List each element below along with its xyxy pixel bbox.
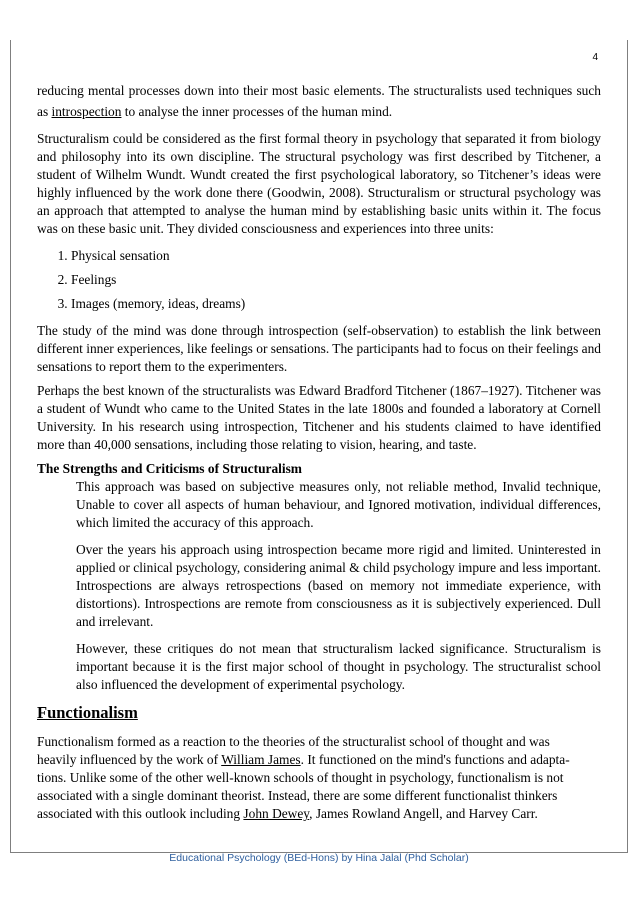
page-footer: Educational Psychology (BEd-Hons) by Hina Jalal (Phd Scholar) (169, 852, 469, 864)
introspection-link[interactable]: introspection (51, 104, 122, 119)
paragraph-introspection: The study of the mind was done through introspection (self-observation) to establish the link between different inner experiences, like feelings or sensations. The participants had to focus on their feelings and sensations to report them to the experimenters. (37, 323, 601, 374)
list-item: 1. Physical sensation (71, 244, 601, 268)
william-james-link[interactable]: William James (221, 752, 301, 767)
units-list (37, 244, 601, 316)
john-dewey-link[interactable]: John Dewey (243, 806, 310, 821)
paragraph-intro: reducing mental processes down into their most basic elements. The structuralists used techniques such as introspection to analyse the inner processes of the human mind. (37, 83, 601, 119)
page-number: 4 (592, 52, 598, 63)
paragraph-titchener: Perhaps the best known of the structuralists was Edward Bradford Titchener (1867–1927). Titchener was a student of Wundt who came to the United States in the late 1800s and founded a laboratory at Cornell University. In his research using introspection, Titchener and his students claimed to have identified more than 40,000 sensations, including those relating to vision, hearing, and taste. (37, 383, 601, 452)
paragraph-structuralism: Structuralism could be considered as the first formal theory in psychology that separated it from biology and philosophy into its own discipline. The structural psychology was first described by Titchener, a student of Wilhelm Wundt. Wundt created the first psychological laboratory, so Titchener’s ideas were highly influenced by the work done there (Goodwin, 2008). Structuralism or structural psychology was an approach that attempted to analyse the human mind by establishing basic units within it. The focus was on these basic unit. They divided consciousness and experiences into three units: (37, 131, 601, 236)
criticism-paragraph: Over the years his approach using introspection became more rigid and limited. Uninterested in applied or clinical psychology, considering animal & child psychology impure and less important. Introspections are always retrospections (based on memory not immediate experience, with distortions). Introspections are remote from consciousness as it is subjectively experienced. Dull and irrelevant. (76, 542, 601, 629)
list-item: 2. Feelings (71, 268, 601, 292)
strengths-section (37, 478, 601, 694)
criticism-paragraph: This approach was based on subjective measures only, not reliable method, Invalid technique, Unable to cover all aspects of human behaviour, and Ignored motivation, individual differences, which limited the accuracy of this approach. (76, 479, 601, 530)
strengths-heading: The Strengths and Criticisms of Structuralism (37, 461, 302, 476)
list-item: 3. Images (memory, ideas, dreams) (71, 292, 601, 316)
functionalism-heading: Functionalism (37, 703, 138, 722)
significance-paragraph: However, these critiques do not mean that structuralism lacked significance. Structuralism is important because it is the first major school of thought in psychology. The structuralist school also influenced the development of experimental psychology. (76, 641, 601, 692)
functionalism-paragraph: Functionalism formed as a reaction to the theories of the structuralist school of thought and was heavily influenced by the work of William James. It functioned on the mind's functions and adapta- tions. Unlike some of the other well-known schools of thought in psychology, functionalism is not associated with a single dominant theorist. Instead, there are some different functionalist thinkers associated with this outlook including John Dewey, James Rowland Angell, and Harvey Carr. (37, 734, 570, 821)
document-body (37, 80, 601, 823)
